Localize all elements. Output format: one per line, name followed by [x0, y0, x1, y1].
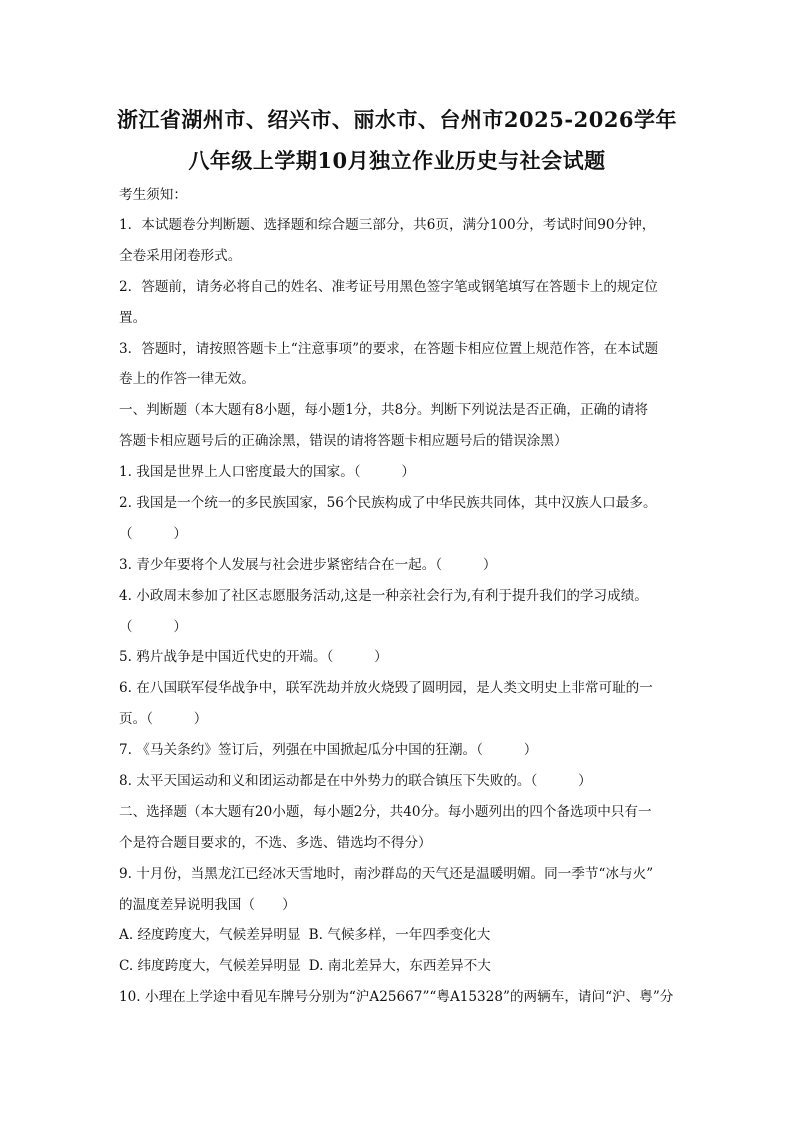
question-9-option-a: A. 经度跨度大，气候差异明显 [119, 927, 301, 944]
section-1-heading-line-1: 一、判断题（本大题有8小题，每小题1分，共8分。判断下列说法是否正确，正确的请将 [119, 402, 648, 419]
question-9-options-row-2 [119, 951, 679, 982]
question-9-stem-line-2: 的温度差异说明我国（ ） [119, 896, 296, 913]
notice-item-1-line-2: 全卷采用闭卷形式。 [119, 247, 242, 264]
question-9-stem-line-1: 9. 十月份，当黑龙江已经冰天雪地时，南沙群岛的天气还是温暖明媚。同一季节“冰与火” [119, 865, 654, 882]
question-3: 3. 青少年要将个人发展与社会进步紧密结合在一起。（ ） [119, 556, 497, 573]
section-1-heading-line-2: 答题卡相应题号后的正确涂黑，错误的请将答题卡相应题号后的错误涂黑） [119, 433, 568, 450]
question-9-options-row-1 [119, 920, 679, 951]
exam-body [119, 181, 679, 1013]
notice-item-3-line-1: 3．答题时，请按照答题卡上“注意事项”的要求，在答题卡相应位置上规范作答，在本试题 [119, 340, 659, 357]
question-9-option-c: C. 纬度跨度大，气候差异明显 [119, 958, 301, 975]
question-1: 1. 我国是世界上人口密度最大的国家。（ ） [119, 464, 415, 481]
question-5: 5. 鸦片战争是中国近代史的开端。（ ） [119, 649, 388, 666]
question-7: 7. 《马关条约》签订后，列强在中国掀起瓜分中国的狂潮。（ ） [119, 742, 538, 759]
section-2-heading-line-1: 二、选择题（本大题有20小题，每小题2分，共40分。每小题列出的四个备选项中只有一 [119, 803, 652, 820]
question-4-line-2: （ ） [119, 618, 187, 635]
notice-item-2-line-1: 2．答题前，请务必将自己的姓名、准考证号用黑色签字笔或钢笔填写在答题卡上的规定位 [119, 278, 658, 295]
notice-item-1-line-1: 1．本试题卷分判断题、选择题和综合题三部分，共6页，满分100分，考试时间90分钟， [119, 217, 656, 233]
question-10-stem-line-1: 10. 小理在上学途中看见车牌号分别为“沪A25667”“粤A15328”的两辆车，请问“沪、粤”分 [119, 989, 674, 1006]
question-6-line-1: 6. 在八国联军侵华战争中，联军洗劫并放火烧毁了圆明园，是人类文明史上非常可耻的一 [119, 680, 653, 697]
question-9-option-b: B. 气候多样，一年四季变化大 [308, 927, 491, 944]
notice-item-2-line-2: 置。 [119, 309, 147, 326]
question-2-line-1: 2. 我国是一个统一的多民族国家，56个民族构成了中华民族共同体，其中汉族人口最多。 [119, 495, 657, 512]
question-2-line-2: （ ） [119, 525, 187, 542]
exam-title-line-1: 浙江省湖州市、绍兴市、丽水市、台州市2025-2026学年 [116, 107, 678, 132]
exam-title-line-2: 八年级上学期10月独立作业历史与社会试题 [188, 148, 606, 173]
question-9-option-d: D. 南北差异大，东西差异不大 [308, 958, 491, 975]
notice-heading: 考生须知： [119, 187, 187, 203]
notice-item-3-line-2: 卷上的作答一律无效。 [119, 371, 255, 388]
question-6-line-2: 页。（ ） [119, 711, 208, 728]
question-4-line-1: 4. 小政周末参加了社区志愿服务活动,这是一种亲社会行为,有利于提升我们的学习成绩。 [119, 587, 648, 604]
section-2-heading-line-2: 个是符合题目要求的，不选、多选、错选均不得分） [119, 834, 432, 851]
question-8: 8. 太平天国运动和义和团运动都是在中外势力的联合镇压下失败的。（ ） [119, 773, 592, 790]
